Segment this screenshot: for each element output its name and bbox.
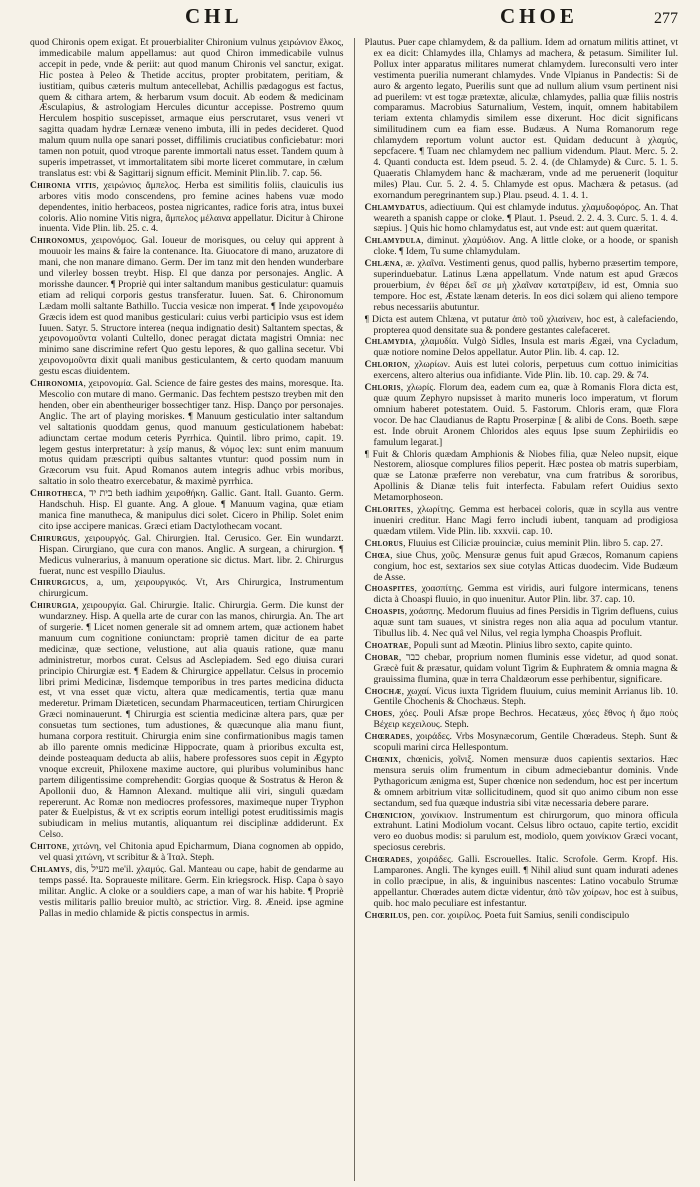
dictionary-entry — [30, 865, 344, 920]
dictionary-entry — [30, 236, 344, 378]
entry-text: , χιτώνη, vel Chitonia apud Epicharmum, Diana cognomen ab oppido, vel quasi χιτώνη, vt scribitur & à Ίταλ. Steph. — [39, 841, 344, 864]
entry-text: , χοινίκιον. Instrumentum est chirurgorum, quo minora officula extrahunt. Latini Modiolum vocant. Celsus libro octauo, capite tertio, excidit vero eo duobus modis: si parulum est, modiolo, quem χοινίκιον Græci vocant, speciosus cerebris. — [373, 809, 678, 854]
entry-headword: Choaspis — [364, 606, 405, 618]
page-number: 277 — [654, 10, 678, 27]
entry-text: Plautus. Puer cape chlamydem, & da pallium. Idem ad ornatum militis attinet, vt ex ea dicit: Chlamydes illa, Chlamys ad machera, & petasum. Similiter Iul. Pollux inter apparatus militares numerat chlamydem. Iureconsulti vero inter vestimenta puerilia numerant chlamydes. Vnde Vlpianus in Pandectis: Si de auro & argento legato, Puerilis sunt que ad nullum alium vsum pertinent nisi ad puerilem: vt est togæ prætextæ, aliculæ, chlamydes, pallia quæ filiis nostris comparamus. Macrobius Saturnalium, Vestem, inquit, omnem habitabilem teriam extenta chlamydis similem esse dixerunt. Hoc dicit significans similitudinem cum ea fiam esse. Budæus. A Numa Romanorum rege chlamydem reportum volunt auctor est. Quidam deducunt à χλαμύς, sepcfacere. ¶ Tuam nec chlamydem nec pallium videndum. Plaut. Merc. 5. 2. 4. Quanti conducta est. Idem pseud. 5. 2. 4. (de Chlamyde) & Curc. 5. 1. 5. Quaeratis Chlamydem hanc & machæram, vnde ad me peruenerit (loquitur miles) Plau. Cur. 5. 2. 4. 5. Chlamyde est opus. Machæra & petasus. (ad exornandum peregrinantem sup.) Plau. pseud. 4. 1. 4. 1. — [364, 38, 678, 201]
entry-headword: Chironomia — [30, 378, 84, 390]
dictionary-entry — [365, 383, 679, 448]
entry-headword: Chlamydia — [364, 336, 414, 348]
dictionary-entry — [30, 181, 344, 236]
entry-headword: Choatrae — [364, 639, 409, 651]
running-header — [30, 2, 678, 32]
dictionary-entry — [365, 755, 679, 810]
entry-headword: Chlæna — [364, 258, 401, 270]
entry-headword: Chironomus — [30, 235, 85, 247]
dictionary-entry — [365, 551, 679, 584]
two-column-body — [30, 38, 678, 1181]
entry-headword: Chlorites — [364, 504, 411, 516]
header-right-guideword: CHOE — [500, 4, 578, 28]
dictionary-entry — [365, 653, 679, 686]
entry-text: , χοιράδες. Vrbs Mosynæcorum, Gentile Chœradeus. Steph. Sunt & scopuli marini circa Hellespontum. — [373, 731, 678, 754]
dictionary-entry — [365, 236, 679, 258]
entry-text: , chœnicis, χοῖνιξ. Nomen mensuræ duos capientis sextarios. Hæc mensura seruis olim frumentum in cibum admeciebantur dominis. Vnde Pythagoricum ænigma est, Super chœnice non sedendum, hoc est per incertum & omnem arbitrium vitæ sollicitudinem, quod sit quo animo cibum non esse sectandum, sed fua quæque industria sibi vitæ necessaria debere parare. — [373, 754, 678, 809]
entry-text: , בית יד beth iadhim χειροθήκη. Gallic. Gant. Itall. Guanto. Germ. Handschuh. Hisp. El guante. Ang. A gloue. ¶ Manuum vagina, quæ etiam manica fine manutheca, & manipulus dici solet. Cicero in Philip. Solet enim cito ipse accipere manicas. Græci etiam Dactylothecam vocant. — [39, 488, 344, 532]
entry-text: , æ. χλαῖνα. Vestimenti genus, quod pallis, hyberno præsertim tempore, superinduebatur. Latinus Læna appellatum. Vnde natum est apud Græcos prouerbium, ἐν θέρει δεῖ σε μὴ χλαῖναν κατατρίβειν, id est, Omnia suo tempore. Hoc est, Æstate lænam deteris. In eos dici solæm qui alieno tempore rebus necessariis abutuntur. — [373, 258, 678, 313]
entry-text: ¶ Dicta est autem Chlæna, vt putatur ἀπὸ τοῦ χλιαίνειν, hoc est, à calefaciendo, propterea quod densitate sua & pondere gestantes calefaceret. — [364, 313, 678, 336]
entry-headword: Chirotheca — [30, 488, 84, 500]
entry-headword: Chœnix — [364, 754, 399, 765]
dictionary-entry — [30, 38, 344, 180]
dictionary-entry — [365, 450, 679, 505]
dictionary-entry — [30, 534, 344, 578]
entry-headword: Chœrades — [364, 731, 411, 743]
dictionary-entry — [365, 505, 679, 538]
entry-headword: Chlorus — [364, 537, 404, 549]
entry-text: , χλωρίων. Auis est lutei coloris, perpetuus cum cottuo inimicitias exercens, altero alterius oua infidiante. Vide Plin. lib. 10. cap. 29. & 74. — [373, 359, 678, 382]
entry-text: , siue Chus, χοῦς. Mensuræ genus fuit apud Græcos, Romanum capiens congium, hoc est, sextarios sex siue cotylas Atticas duodecim. Vide Budæum de Asse. — [373, 549, 678, 583]
entry-text: , χοασπίτης. Gemma est viridis, auri fulgore intermicans, tenens dicta à Choaspi fluuio, in quo inuenitur. Autor Plin. libr. 37. cap. 10. — [373, 583, 678, 606]
entry-headword: Chirurgus — [30, 532, 78, 544]
entry-text: , Fluuius est Ciliciæ prouinciæ, cuius meminit Plin. libro 5. cap. 27. — [403, 537, 663, 549]
entry-text: , χοιράδες. Galli. Escrouelles. Italic. Scrofole. Germ. Kropf. His. Lamparones. Angli. The kynges euill. ¶ Nihil aliud sunt quam indurati adenes in collo præcipue, in alis, & inguinibus nascentes: Latino vocabulo Strumæ appellantur. Chœrades autem dictæ videntur, ἀπὸ τῶν χοίρων, hoc est à suibus, quib. hoc malo peculiare est infestantur. — [373, 854, 678, 909]
entry-headword: Choaspites — [364, 583, 415, 595]
right-column — [365, 38, 679, 1181]
entry-text: , adiectiuum. Qui est chlamyde indutus. χλαμυδοφόρος. An. That weareth a spanish cappe or cloke. ¶ Plaut. 1. Pseud. 2. 2. 4. 3. Curc. 5. 1. 4. 4. sæpius. ] Quis hic homo chlamydatus est, aut vnde est: aut quem quæritat. — [373, 201, 678, 235]
entry-headword: Chochæ — [364, 685, 402, 697]
entry-text: , diminut. χλαμύδιον. Ang. A little cloke, or a hoode, or spanish cloke. ¶ Idem, Tu sume chlamydulam. — [373, 235, 678, 258]
entry-text: , a, um, χειρουργικός. Vt, Ars Chirurgica, Instrumentum chirurgicum. — [39, 577, 344, 600]
entry-headword: Chœa — [364, 549, 391, 561]
dictionary-entry — [365, 709, 679, 731]
entry-text: , χειρονόμος. Gal. Ioueur de morisques, ou celuy qui apprent à mouuoir les mains & faire la contenance. Ita. Giuocatore di mano, aruzatore di mani, che non manare dimano. Germ. Der im tanz mit den henden wunderbare und vilerley bossen treybt. Hisp. El que danza por personajes. Anglic. A morisshe dauncer. ¶ Propriè qui inter saltandum manibus gesticulatur: quamuis etiam ad reliqui corporis gestus transferatur. Iuuen. Sat. 6. Chironomum Lædam molli saltante Bathillo. Tuccia vesicæ non imperat. ¶ Inde χειρονομέω Græcis idem est quod manibus gesticulari: cuius verbi participio vsus est idem Iuuen. Satyr. 5. Structore interea (nequa indignatio desit) Saltantem spectas, & χειρονομοῦντα volanti Cultello, donec peragat dictata magistri Omnia: nec minimo sane discrimine refert Quo gestu lepores, & quo gallina secetur. Vbi χειρονομοῦντα dixit quali manibus gesticulantem, & certo quodam manuum gestu escas diuidentem. — [39, 235, 344, 378]
header-left-guideword: CHL — [185, 4, 243, 28]
dictionary-entry — [365, 855, 679, 910]
entry-headword: Chlamydatus — [364, 201, 425, 213]
entry-text: , Populi sunt ad Mæotin. Plinius libro sexto, capite quinto. — [408, 639, 633, 651]
left-column — [30, 38, 344, 1181]
dictionary-entry — [365, 38, 679, 202]
entry-text: ¶ Fuit & Chloris quædam Amphionis & Niobes filia, quæ Neleo nupsit, eique Nestorem, aliosque complures filios peperit. Hæc postea ob matris superbiam, quæ se Latonæ præferre non verebatur, vna cum fratribus & sororibus, Apollinis & Dianæ telis fuit interfecta. Fabulam refert Ouidius sexto Metamorphoseon. — [364, 448, 678, 504]
entry-text: , χλαμυδία. Vulgò Sidles, Insula est maris Ægæi, vna Cycladum, quæ notiore nomine Delos appellatur. Autor Plin. lib. 4. cap. 12. — [373, 336, 678, 359]
column-divider — [354, 38, 355, 1181]
entry-headword: Chœrilus — [364, 909, 408, 921]
entry-headword: Chobar — [364, 651, 399, 663]
dictionary-entry — [365, 337, 679, 359]
entry-text: , כבר chebar, proprium nomen fluminis esse videtur, ad quod sonat. Græcè fuit & præsatur, quidam volunt Tigrim & Euphratem & omnia magna & grauissima flumina, quæ in terra Chaldæorum esse perhibentur, significare. — [373, 651, 678, 685]
entry-headword: Chironia vitis — [30, 179, 97, 191]
entry-text: quod Chironis opem exigat. Et prouerbialiter Chironium vulnus χειρώνιον ἕλκος, immedicabile malum appellamus: aut quod Chiron immedicabile vulnus accepit in pede, vnde & periit: aut quod manum Chironis vel sanctur, exigat. Hic postea à Peleo & Thetide accitus, propter probitatem, peritiam, & iustitiam, quibus cæteris multum antecellebat, Achillis pædagogus est factus, quem & cithara artem, & herbarum vsum docuit. Ab eodem & medicinam Æsculapius, & astrologiam Hercules dicuntur accepisse. Postremo quum Herculem hospitio suscepisset, armaque eius perscrutaret, vsus veneri vt sagitta quadam hydræ Lernææ veneno imbuta, illi in pedes decideret. Quod malum quum nulla ope sanari posset, diffilimis cruciatibus conficiebatur: mori tamen non potuit, quod vtroque parente immortali natus esset. Tandem quum à superis impetrasset, vt immortalitatem sibi morte liceret commutare, in cælum translatus est: vbi & Sagittarij signum efficit. Meminit Plin.lib. 7. cap. 56. — [30, 38, 344, 179]
dictionary-entry — [365, 539, 679, 550]
dictionary-entry — [365, 732, 679, 754]
entry-text: , χοάσπης. Medorum fluuius ad fines Persidis in Tigrim defluens, cuius aquæ sunt tam suaues, vt sinistra reges non alia aqua ad poculum vtantur. Tibullus lib. 4. Nec quâ vel Nilus, vel regia lympha Choaspis Profluit. — [373, 606, 678, 640]
entry-headword: Chirurgia — [30, 600, 77, 612]
dictionary-entry — [30, 489, 344, 533]
entry-headword: Chlamys — [30, 863, 70, 875]
entry-text: , χωχαί. Vicus iuxta Tigridem fluuium, cuius meminit Arrianus lib. 10. Gentile Chochenis & Chochæus. Steph. — [373, 685, 678, 708]
dictionary-entry — [365, 259, 679, 314]
dictionary-entry — [30, 601, 344, 841]
entry-text: , χειρονομία. Gal. Science de faire gestes des mains, moresque. Ita. Mescolio con mutare di mano. Germanic. Das fechtem pestszo treyben mit den henden, ober ein abentheuriger bossechtiger tanz. Hisp. Danço por personajes. Anglic. The art of playing moriskes. ¶ Manuum gesticulatio inter saltandum vel saltationis quoddam genus, quod manuum gesticulationem habebat: adiunctam certae modum ceteris Pyrrhica. Quintil. libro primo, capit. 19. legem gestus interpretatur: à χείρ manus, & νόμος lex: sunt enim manuum motus quidam præscripti quibus saltantes vtuntur: quod possim num in Græcorum vsu fuit. Apud Romanos autem integris adhuc vrbis moribus, saltatio in solo theatro exercebatur, & maximè pyrrhica. — [39, 378, 344, 488]
dictionary-entry — [365, 203, 679, 236]
entry-headword: Chitone — [30, 841, 67, 853]
entry-text: , χειρώνιος ἄμπελος. Herba est similitis foliis, clauiculis ius arbores vitis modo conscendens, pro femine acines habens vuæ modo dependentes, initio herbaceos, postea nigricantes, radice foris atra, intus buxei coloris. Alio nomine Vitis nigra, ἄμπελος μέλαινα appellatur. Dicitur à Chirone inuenta. Vide Plin. lib. 25. c. 4. — [39, 179, 344, 235]
dictionary-entry — [365, 360, 679, 382]
dictionary-entry — [30, 379, 344, 488]
entry-headword: Choes — [364, 708, 393, 720]
entry-text: , χειρουργία. Gal. Chirurgie. Italic. Chirurgia. Germ. Die kunst der wundarzney. Hisp. A quella arte de curar con las manos, chirurgia. An. The art of surgerie. ¶ Licet nomen generale sit ad omnem artem, quæ actionem habet manuum cum cognitione coniunctam: propriè tamen dicitur de ea parte medicinæ, quæ sectione, velustione, aut alia quauis ratione, quæ manu administretur, morbos curat. Celsus ad Asclepiadem. Sed ego diuisa curari principio Chirurgiæ est. ¶ Eadem & Chirurgice appellatur. Celsus in procemio libri primi Medicinæ, Iisdemque temporibus in tres partes medicina diducta est, vt vna esset quæ victu, altera quæ medicamentis, tertia quæ manu mederetur. Primam Diæteticen, secundam Pharmaceuticen, tertiam Chirurgicen Græci nominauerunt. ¶ Chirurgia est scientia medicinæ altera pars, quæ per consuetas tum sectiones, tum adustiones, & quæcunque alia manu fiunt, humana corpora restituit. Chirurgia enim sine confirmationibus magis tamen ab illo parente omnis medicinæ Hippocrate, quam à prioribus exculta est, deinde posteaquam deducta ab aliis, habere professores suos cepit in Ægypto vnoque excreuit, Philoxene maxime auctore, qui pluribus voluminibus hanc partem diligentissime comprehendit: Gorgias quoque & Sostratus & Heron & Apollonii duo, & Hamnon Alexand. multique alii viri, singuli quædam repererunt. Ac Romæ non mediocres professores, maximeque nuper Tryphon pater & Euelpistus, & vt ex scriptis eorum intelligi potest eruditissimis magis subiudicam in melius mutantis, aliquantum rei disciplinæ addiderunt. Ex Celso. — [39, 600, 344, 841]
dictionary-entry — [365, 811, 679, 855]
entry-headword: Chœrades — [364, 854, 411, 866]
dictionary-entry — [365, 687, 679, 709]
entry-headword: Chœnicion — [364, 809, 413, 821]
entry-text: , χλωρίτης. Gemma est herbacei coloris, quæ in scylla aus ventre inueniri creditur. Hanc Magi ferro includi iubent, tanquam ad prodigiosa quædam vtilem. Vide Plin. lib. xxxvii. cap. 10. — [373, 504, 678, 537]
entry-headword: Chlorion — [364, 359, 408, 371]
entry-text: , pen. cor. χοιρίλος. Poeta fuit Samius, senili condiscipulo — [407, 909, 630, 921]
dictionary-entry — [365, 911, 679, 922]
entry-text: , χειρουργός. Gal. Chirurgien. Ital. Cerusico. Ger. Ein wundarzt. Hispan. Cirurgiano, que cura con manos. Anglic. A surgean, a chirurgion. ¶ Medicus vulnerarius, à manuum operatione sic dictus. Mart. libr. 2. Chirurgus fuerat, nunc est vespillo Diaulus. — [39, 532, 344, 577]
dictionary-entry — [365, 315, 679, 337]
entry-headword: Chlamydula — [364, 235, 422, 247]
entry-text: , dis, מעיל me'il. χλαμύς. Gal. Manteau ou cape, habit de gendarme au temps passé. Ita. Sopraueste militare. Germ. Ein kriegsrock. Hisp. Capa ò sayo militar. Anglic. A cloke or a souldiers cape, a man of war his habite. ¶ Propriè vestis militaris pallio breuior multò, ac strictior. Virg. 8. Æneid. ipse agmine Pallas in medio chlamide & pictis conspectus in armis. — [39, 863, 344, 919]
entry-text: , χόες. Pouli Afsæ prope Bechros. Hecatæus, χόες ἔθνος ἡ ἄμο ποὺς Βέχειρ κεχειλους. Steph. — [373, 708, 678, 731]
entry-text: , χλωρίς. Florum dea, eadem cum ea, quæ à Romanis Flora dicta est, quæ quum Zephyro nupsisset à marito muneris loco imperatum, vt florum omnium haberet potestatem. Ouid. 5. Fastorum. Chloris eram, quæ Flora vocor. De hac Claudianus de Raptu Proserpinæ [ & alibi de Cons. Boeth. sæpe est. Inde obruit Aronem Chloridos ales equus Ipse suum Zephiriidis eo famulum legarat.] — [373, 382, 678, 448]
entry-headword: Chloris — [364, 382, 401, 394]
dictionary-entry — [365, 607, 679, 640]
dictionary-entry — [30, 578, 344, 600]
dictionary-entry — [365, 584, 679, 606]
entry-headword: Chirurgicus — [30, 577, 86, 589]
dictionary-entry — [30, 842, 344, 864]
dictionary-entry — [365, 641, 679, 652]
